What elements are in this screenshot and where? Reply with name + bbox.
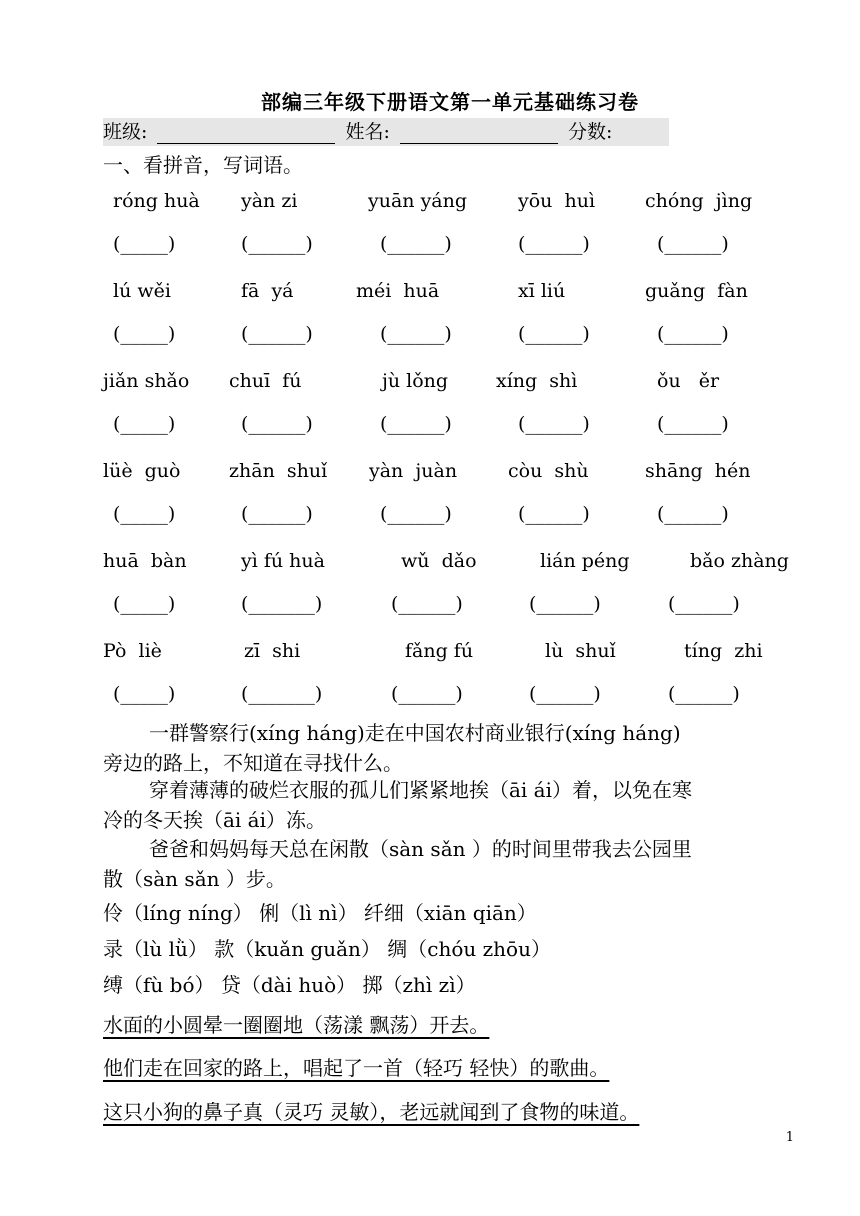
pinyin-word: fā yá	[241, 280, 294, 302]
pinyin-word: shāng hén	[645, 460, 751, 482]
answer-blank[interactable]: (______)	[380, 503, 452, 525]
class-label: 班级:	[103, 121, 148, 143]
answer-blank[interactable]: (______)	[380, 233, 452, 255]
pinyin-word: lüè guò	[103, 460, 181, 482]
answer-blank[interactable]: (______)	[518, 503, 590, 525]
student-info-bar	[103, 118, 669, 146]
pinyin-word: yàn juàn	[369, 460, 458, 482]
paragraph-line: 穿着薄薄的破烂衣服的孤儿们紧紧地挨（āi ái）着，以免在寒	[149, 778, 692, 802]
answer-blank[interactable]: (_____)	[113, 323, 176, 345]
paragraph-line: 一群警察行(xíng háng)走在中国农村商业银行(xíng háng)	[149, 721, 681, 745]
answer-blank[interactable]: (_____)	[113, 503, 176, 525]
answer-blank[interactable]: (_____)	[113, 683, 176, 705]
pinyin-word: ǒu ěr	[657, 370, 720, 392]
pinyin-word: yōu huì	[518, 190, 596, 212]
answer-blank[interactable]: (_____)	[113, 593, 176, 615]
answer-blank-row	[0, 589, 860, 619]
answer-blank[interactable]: (______)	[657, 413, 729, 435]
answer-blank[interactable]: (______)	[518, 413, 590, 435]
answer-blank[interactable]: (_____)	[113, 233, 176, 255]
pinyin-row	[0, 186, 860, 216]
worksheet-title: 部编三年级下册语文第一单元基础练习卷	[261, 90, 639, 114]
choice-sentence: 水面的小圆晕一圈圈地（荡漾 飘荡）开去。	[103, 1013, 490, 1037]
pinyin-row	[0, 366, 860, 396]
answer-blank[interactable]: (______)	[380, 413, 452, 435]
name-blank	[400, 123, 558, 144]
pinyin-word: yuān yáng	[368, 190, 468, 212]
pinyin-word: jiǎn shǎo	[103, 370, 190, 392]
answer-blank[interactable]: (______)	[529, 593, 601, 615]
answer-blank-row	[0, 319, 860, 349]
answer-blank[interactable]: (______)	[657, 233, 729, 255]
char-pinyin-line: 伶（líng níng） 俐（lì nì） 纤细（xiān qiān）	[103, 901, 537, 925]
pinyin-word: méi huā	[356, 280, 440, 302]
pinyin-word: zhān shuǐ	[229, 460, 328, 482]
pinyin-word: guǎng fàn	[645, 280, 748, 302]
pinyin-word: chóng jìng	[645, 190, 753, 212]
char-pinyin-line: 缚（fù bó） 贷（dài huò） 掷（zhì zì）	[103, 973, 476, 997]
pinyin-word: yàn zi	[241, 190, 298, 212]
page-number: 1	[785, 1130, 794, 1145]
pinyin-word: lù shuǐ	[545, 640, 616, 662]
answer-blank[interactable]: (______)	[518, 323, 590, 345]
answer-blank[interactable]: (______)	[241, 233, 313, 255]
paragraph-line: 冷的冬天挨（āi ái）冻。	[103, 808, 326, 832]
answer-blank-row	[0, 229, 860, 259]
answer-blank[interactable]: (_______)	[241, 683, 323, 705]
pinyin-row	[0, 456, 860, 486]
pinyin-row	[0, 636, 860, 666]
pinyin-word: lú wěi	[113, 280, 171, 302]
answer-blank[interactable]: (______)	[241, 413, 313, 435]
choice-sentence: 这只小狗的鼻子真（灵巧 灵敏），老远就闻到了食物的味道。	[103, 1100, 640, 1124]
paragraph	[103, 718, 803, 778]
score-label: 分数:	[568, 121, 613, 143]
pinyin-word: lián péng	[540, 550, 630, 572]
pinyin-word: huā bàn	[103, 550, 187, 572]
class-blank	[157, 123, 335, 144]
pinyin-word: xī liú	[518, 280, 566, 302]
pinyin-row	[0, 276, 860, 306]
pinyin-word: còu shù	[508, 460, 589, 482]
answer-blank[interactable]: (______)	[668, 593, 740, 615]
pinyin-word: zī shi	[244, 640, 301, 662]
pinyin-word: fǎng fú	[405, 640, 474, 662]
section-heading: 一、看拼音，写词语。	[103, 153, 303, 177]
paragraph-line: 旁边的路上，不知道在寻找什么。	[103, 751, 403, 775]
pinyin-word: wǔ dǎo	[401, 550, 477, 572]
answer-blank[interactable]: (_____)	[113, 413, 176, 435]
pinyin-word: jù lǒng	[382, 370, 449, 392]
answer-blank[interactable]: (______)	[657, 323, 729, 345]
paragraph	[103, 834, 803, 894]
paragraph-line: 散（sàn sǎn ）步。	[103, 867, 286, 891]
pinyin-word: xíng shì	[496, 370, 578, 392]
answer-blank[interactable]: (______)	[391, 593, 463, 615]
paragraph-line: 爸爸和妈妈每天总在闲散（sàn sǎn ）的时间里带我去公园里	[149, 837, 692, 861]
answer-blank-row	[0, 679, 860, 709]
answer-blank[interactable]: (______)	[518, 233, 590, 255]
name-label: 姓名:	[345, 121, 390, 143]
answer-blank[interactable]: (______)	[241, 323, 313, 345]
answer-blank[interactable]: (______)	[529, 683, 601, 705]
pinyin-word: chuī fú	[229, 370, 302, 392]
pinyin-row	[0, 546, 860, 576]
choice-sentence: 他们走在回家的路上，唱起了一首（轻巧 轻快）的歌曲。	[103, 1056, 610, 1080]
answer-blank[interactable]: (______)	[657, 503, 729, 525]
answer-blank[interactable]: (______)	[391, 683, 463, 705]
answer-blank[interactable]: (______)	[668, 683, 740, 705]
pinyin-word: róng huà	[113, 190, 200, 212]
answer-blank-row	[0, 499, 860, 529]
pinyin-word: yì fú huà	[241, 550, 325, 572]
answer-blank[interactable]: (______)	[241, 503, 313, 525]
answer-blank-row	[0, 409, 860, 439]
answer-blank[interactable]: (_______)	[241, 593, 323, 615]
pinyin-word: bǎo zhàng	[690, 550, 789, 572]
pinyin-word: Pò liè	[103, 640, 162, 662]
answer-blank[interactable]: (______)	[380, 323, 452, 345]
pinyin-word: tíng zhi	[684, 640, 763, 662]
paragraph	[103, 775, 803, 835]
char-pinyin-line: 录（lù lǜ） 款（kuǎn guǎn） 绸（chóu zhōu）	[103, 937, 551, 961]
